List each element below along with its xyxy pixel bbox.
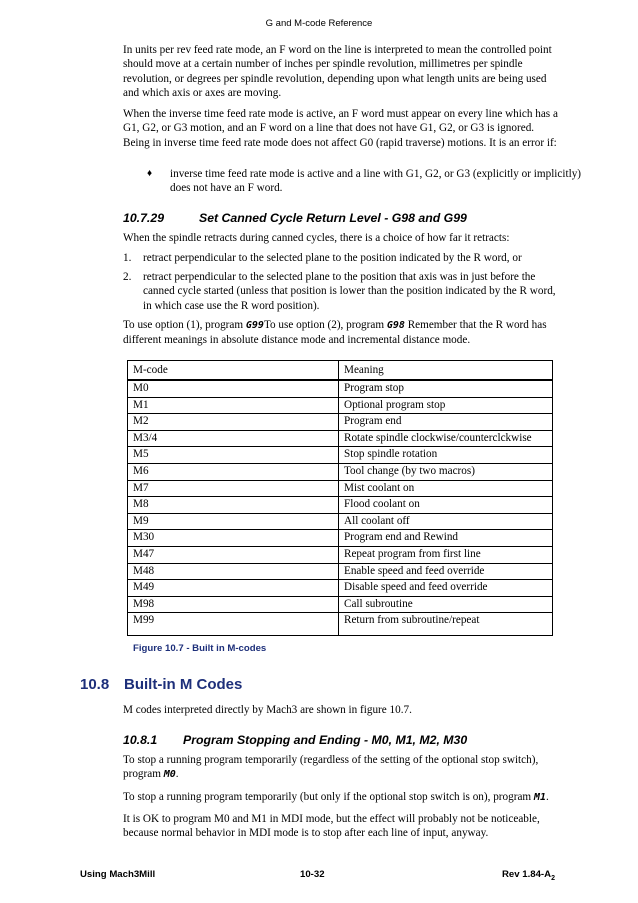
paragraph-m1 [123, 790, 563, 805]
table-row [128, 563, 553, 580]
column-header-mcode: M-code [128, 361, 339, 381]
section-heading-10-7-29 [123, 211, 467, 225]
meaning-cell: Enable speed and feed override [339, 563, 553, 580]
text-span: To stop a running program temporarily (but only if the optional stop switch is on), program [123, 790, 534, 803]
item-text: retract perpendicular to the selected plane to the position indicated by the R word, or [143, 252, 522, 264]
meaning-cell: Repeat program from first line [339, 546, 553, 563]
meaning-cell: Return from subroutine/repeat [339, 613, 553, 636]
meaning-cell: Mist coolant on [339, 480, 553, 497]
meaning-cell: Program end and Rewind [339, 530, 553, 547]
footer-revision [502, 869, 555, 882]
options-text-a: To use option (1), program [123, 319, 246, 331]
bullet-item [145, 167, 585, 196]
figure-caption: Figure 10.7 - Built in M-codes [133, 643, 267, 654]
meaning-cell: All coolant off [339, 513, 553, 530]
table-row [128, 397, 553, 414]
section-number: 10.8 [80, 676, 110, 693]
meaning-cell: Optional program stop [339, 397, 553, 414]
footer-left: Using Mach3Mill [80, 869, 156, 880]
mcode-cell: M5 [128, 447, 339, 464]
mcode-cell: M3/4 [128, 430, 339, 447]
section-heading-10-8 [80, 676, 242, 693]
table-header-row [128, 361, 553, 381]
meaning-cell: Disable speed and feed override [339, 580, 553, 597]
canned-cycle-intro: When the spindle retracts during canned cycles, there is a choice of how far it retracts: [123, 232, 510, 244]
mcode-cell: M48 [128, 563, 339, 580]
builtin-mcodes-text: M codes interpreted directly by Mach3 are shown in figure 10.7. [123, 704, 412, 716]
table-row [128, 497, 553, 514]
mcode-cell: M7 [128, 480, 339, 497]
paragraph-mdi: It is OK to program M0 and M1 in MDI mode, but the effect will probably not be noticeable, because normal behavior in MDI mode is to stop after each line of input, anyway. [123, 812, 540, 840]
table-row [128, 480, 553, 497]
item-number: 2. [123, 271, 132, 283]
section-number: 10.8.1 [123, 733, 158, 747]
column-header-meaning: Meaning [339, 361, 553, 381]
mcode-cell: M30 [128, 530, 339, 547]
mcode-cell: M1 [128, 397, 339, 414]
table-row [128, 380, 553, 397]
text-span: . [175, 768, 179, 781]
section-number: 10.7.29 [123, 211, 165, 225]
table-row [128, 463, 553, 480]
meaning-cell: Program end [339, 414, 553, 431]
mcode-cell: M0 [128, 380, 339, 397]
code-m1: M1 [533, 791, 546, 803]
table-row [128, 580, 553, 597]
mcode-cell: M6 [128, 463, 339, 480]
meaning-cell: Tool change (by two macros) [339, 463, 553, 480]
table-row [128, 513, 553, 530]
section-title: Built-in M Codes [124, 676, 243, 693]
mcode-cell: M8 [128, 497, 339, 514]
intro-text-block [123, 43, 563, 157]
options-text-c: Remember that the R word has different meanings in absolute distance mode and incremental distance mode. [123, 319, 547, 347]
revision-subscript: 2 [551, 874, 555, 882]
meaning-cell: Stop spindle rotation [339, 447, 553, 464]
table-row [128, 447, 553, 464]
section-heading-10-8-1 [123, 733, 467, 747]
footer-page-number: 10-32 [300, 869, 325, 880]
code-g99: G99 [245, 320, 264, 331]
meaning-cell: Call subroutine [339, 596, 553, 613]
paragraph-inverse-time: When the inverse time feed rate mode is active, an F word must appear on every line which has a G1, G2, or G3 motion, and an F word on a line that does not have G1, G2, or G3 is ignored. Being in inverse time feed rate mode does not affect G0 (rapid traverse) motions. It is an error if: [123, 108, 558, 149]
mcode-table [127, 360, 553, 636]
code-g98: G98 [386, 320, 405, 331]
page-header: G and M-code Reference [265, 18, 373, 29]
item-text: retract perpendicular to the selected plane to the position that axis was in just before the canned cycle started (unless that position is lower than the position indicated by the R word, in which case use the R word position). [143, 271, 556, 312]
code-m0: M0 [163, 769, 176, 781]
mcode-cell: M49 [128, 580, 339, 597]
diamond-bullet-icon: ♦ [147, 168, 153, 179]
paragraph-units-per-rev: In units per rev feed rate mode, an F word on the line is interpreted to mean the controlled point should move at a certain number of inches per spindle revolution, millimetres per spindle revolution, or degrees per spindle revolution, depending upon what length units are being used and which axis or axes are moving. [123, 44, 552, 99]
numbered-item-2 [123, 270, 563, 313]
options-text-b: To use option (2), program [263, 319, 387, 331]
bullet-text: inverse time feed rate mode is active and a line with G1, G2, or G3 (explicitly or implicitly) does not have an F word. [170, 168, 582, 195]
section-title: Set Canned Cycle Return Level - G98 and G99 [199, 211, 467, 225]
table-row [128, 546, 553, 563]
meaning-cell: Program stop [339, 380, 553, 397]
text-span: . [545, 790, 549, 803]
revision-text: Rev 1.84-A [502, 869, 552, 880]
mcode-cell: M9 [128, 513, 339, 530]
item-number: 1. [123, 252, 132, 264]
numbered-item-1 [123, 251, 563, 265]
mcode-cell: M2 [128, 414, 339, 431]
text-span: To stop a running program temporarily (regardless of the setting of the optional stop switch), program [123, 754, 539, 781]
table-row [128, 414, 553, 431]
table-row [128, 530, 553, 547]
meaning-cell: Flood coolant on [339, 497, 553, 514]
program-stopping-text [123, 753, 563, 847]
section-title: Program Stopping and Ending - M0, M1, M2, M30 [183, 733, 468, 747]
table-row [128, 596, 553, 613]
paragraph-m0 [123, 753, 563, 783]
meaning-cell: Rotate spindle clockwise/counterclckwise [339, 430, 553, 447]
table-row [128, 613, 553, 636]
options-paragraph [123, 318, 563, 348]
mcode-cell: M99 [128, 613, 339, 636]
mcode-cell: M98 [128, 596, 339, 613]
table-row [128, 430, 553, 447]
mcode-cell: M47 [128, 546, 339, 563]
